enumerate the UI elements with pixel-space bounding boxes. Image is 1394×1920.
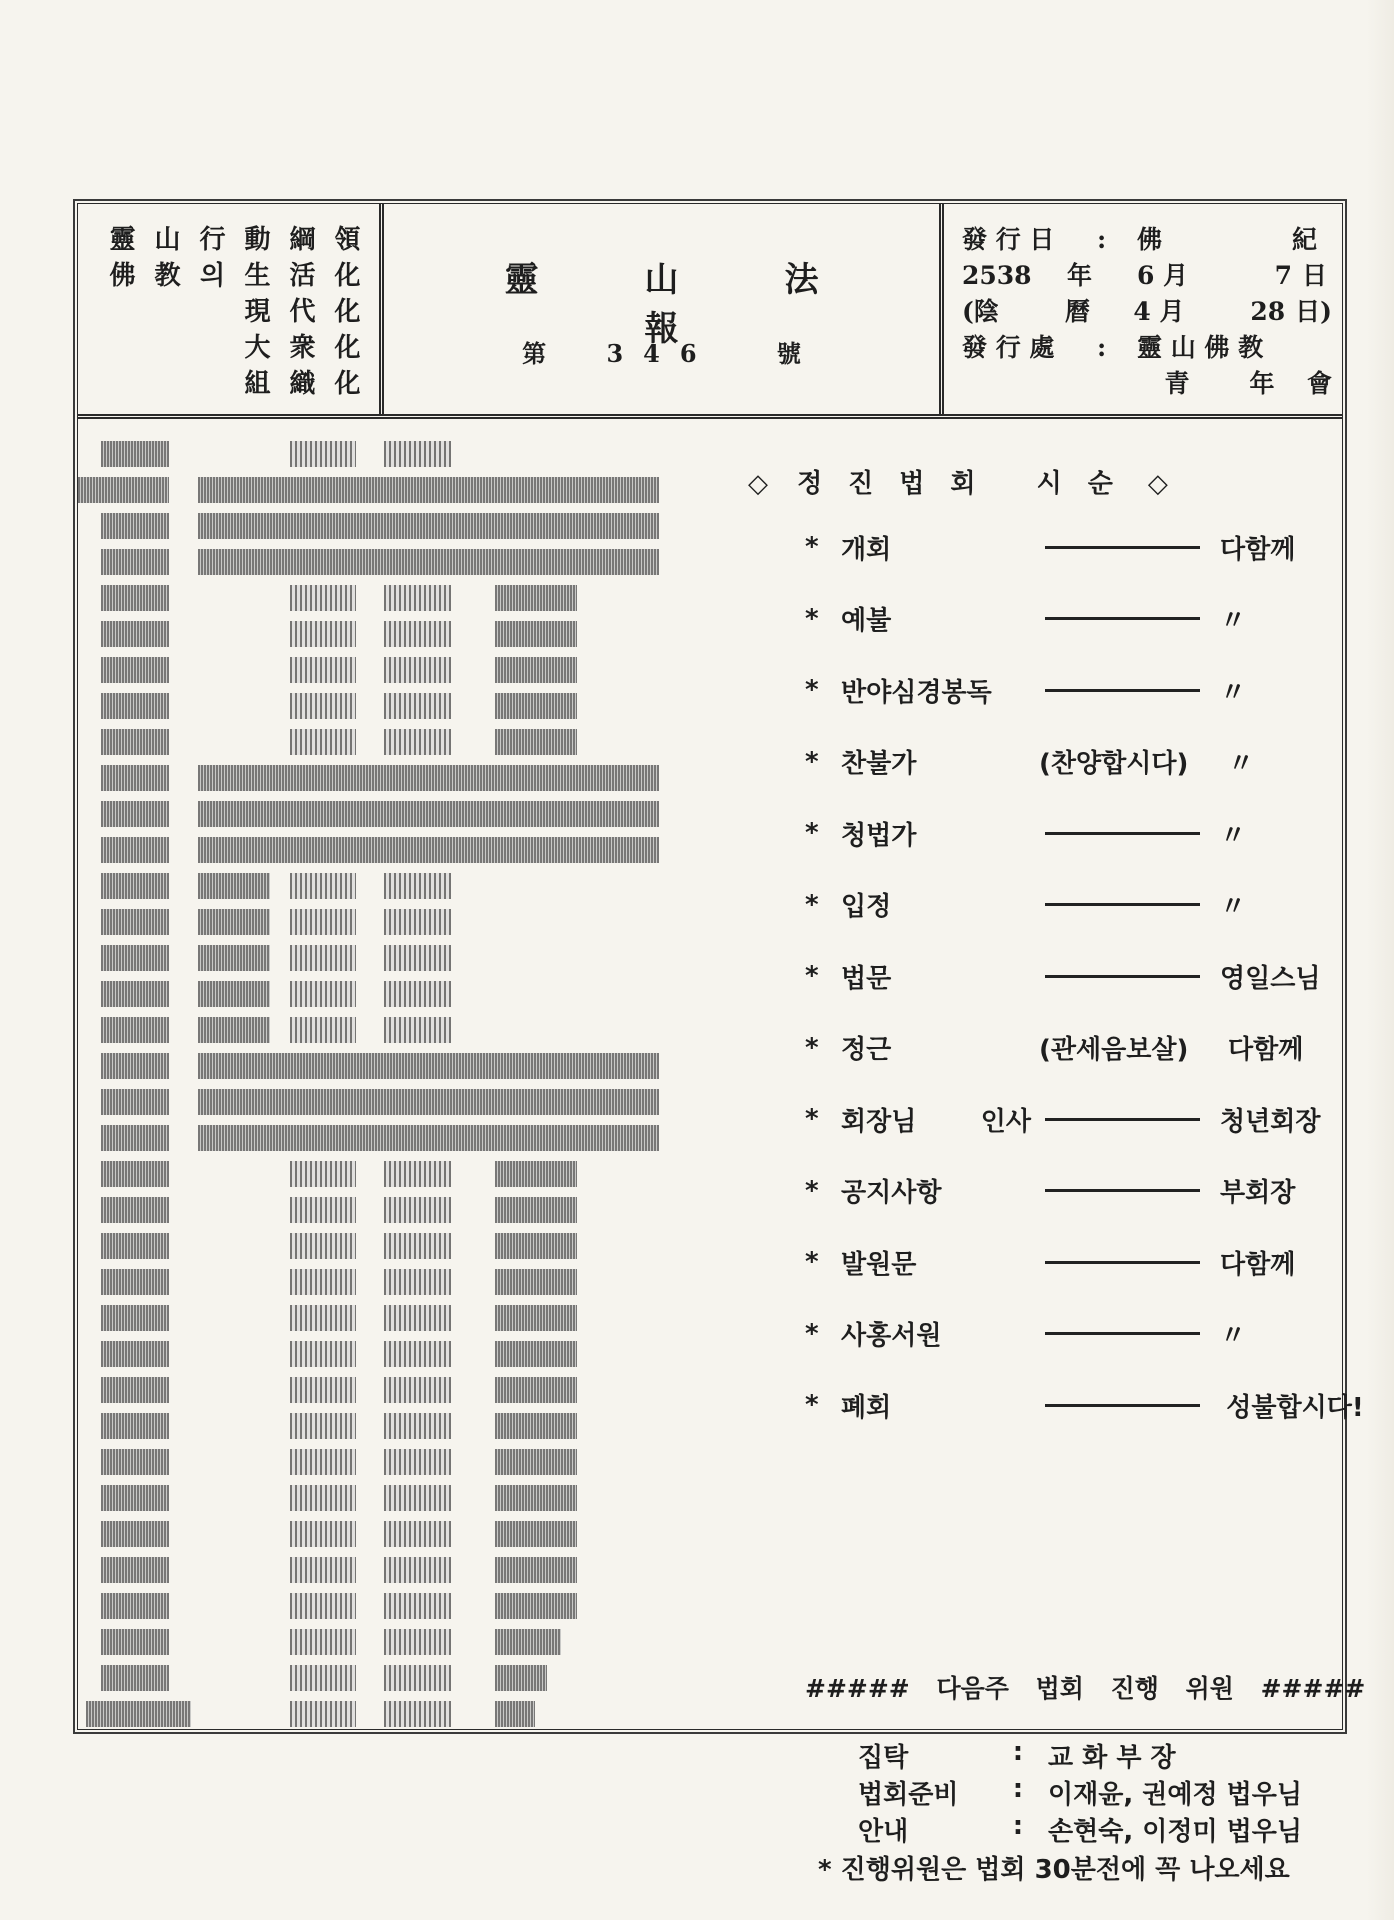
next-week-title: ##### 다음주 법회 진행 위원 ##### [805,1674,1366,1703]
halftone-bar [290,873,356,899]
halftone-bar [495,1305,577,1331]
motto-char: 行 [199,225,226,255]
title-char: 山 [644,260,679,300]
halftone-bar [290,1593,356,1619]
motto-box [78,204,384,414]
halftone-bar [384,1629,451,1655]
halftone-bar [495,1665,547,1691]
halftone-bar [101,1413,169,1439]
duty-row [858,1737,1176,1774]
halftone-bar [495,1701,535,1727]
halftone-bar [384,1413,451,1439]
program-item [805,670,1394,710]
motto-char: 衆 [289,333,316,363]
halftone-bar [384,873,451,899]
halftone-bar [290,585,356,611]
halftone-bar [101,1089,169,1115]
halftone-bar [290,1413,356,1439]
notice-text: * 진행위원은 법회 30분전에 꼭 나오세요 [818,1855,1290,1885]
diamond-icon: ◇ [1147,469,1168,499]
asterisk-icon: * [805,1318,819,1349]
halftone-bar [384,1017,451,1043]
halftone-bar [495,729,577,755]
halftone-bar [290,981,356,1007]
motto-char [145,294,190,330]
item-label: 발원문 [841,1249,917,1280]
motto-char: 動 [244,225,271,255]
program-item [805,1385,1394,1425]
colon: : [1097,333,1107,362]
publisher-row [962,330,1332,366]
item-leader: 〃 [1220,820,1247,851]
item-note: (관세음보살) [1039,1035,1189,1065]
halftone-bar [101,729,169,755]
halftone-bar [101,1377,169,1403]
halftone-bar [198,513,659,539]
asterisk-icon: * [805,1390,819,1420]
motto-char: 大 [244,333,271,363]
lunar-day: 28 [1250,297,1286,326]
halftone-bar [384,1521,451,1547]
item-leader: 부회장 [1220,1178,1296,1208]
halftone-bar [290,1449,356,1475]
halftone-bar [495,1377,577,1403]
halftone-bar [384,585,451,611]
halftone-bar [495,1521,577,1547]
halftone-bar [101,585,169,611]
halftone-bar [495,1485,577,1511]
halftone-bar [495,1413,577,1439]
leader-line [1045,975,1200,978]
halftone-bar [101,1269,169,1295]
asterisk-icon: * [805,532,819,562]
halftone-bar [384,1557,451,1583]
item-label: 예불 [841,606,892,636]
halftone-bar [101,837,169,863]
halftone-bar [495,1341,577,1367]
halftone-bar [290,729,356,755]
halftone-bar [101,1197,169,1223]
halftone-bar [384,729,451,755]
halftone-bar [198,801,659,827]
halftone-bar [384,1161,451,1187]
asterisk-icon: * [805,1175,819,1206]
halftone-bar [384,1341,451,1367]
item-leader: 다함께 [1220,534,1296,565]
halftone-bar [101,1521,169,1547]
issue-prefix: 第 [522,339,547,368]
halftone-bar [290,1197,356,1223]
item-leader: 〃 [1220,677,1247,708]
halftone-bar [101,909,169,935]
halftone-bar [384,1233,451,1259]
program-item [805,813,1394,853]
halftone-bar [198,1125,659,1151]
halftone-bar [198,837,659,863]
halftone-bar [290,1521,356,1547]
publisher-name: 會 [1307,369,1333,398]
item-label: 찬불가 [841,749,917,779]
halftone-bar [198,1017,270,1043]
motto-char [100,294,145,330]
halftone-bar [384,1701,451,1727]
halftone-bar [101,801,169,827]
publication-info [962,222,1332,402]
publication-info-box [944,204,1342,414]
diamond-icon: ◇ [748,469,768,499]
motto-char: 佛 [109,261,136,291]
halftone-bar [101,1233,169,1259]
bulletin-body [78,419,1366,1885]
item-leader: 〃 [1228,749,1255,779]
publisher-label: 發 行 處 [962,333,1055,362]
halftone-bar [101,441,169,467]
program-item [805,1242,1394,1282]
motto-char: 靈 [109,225,136,255]
spacer [962,366,1137,402]
halftone-bar [495,1269,577,1295]
duty-role: 법회준비 [858,1780,959,1810]
asterisk-icon: * [805,1104,819,1134]
halftone-bar [101,1305,169,1331]
motto-char: 教 [154,261,181,291]
halftone-bar [101,549,169,575]
halftone-bar [495,1557,577,1583]
leader-line [1045,903,1200,906]
year-value: 2538 [962,261,1032,290]
halftone-bar [384,981,451,1007]
halftone-bar [101,1593,169,1619]
leader-line [1045,689,1200,692]
item-leader: 다함께 [1220,1249,1296,1280]
title-char: 法 [784,260,819,300]
item-label: 회장님 인사 [841,1106,1031,1137]
asterisk-icon: * [805,603,819,634]
halftone-bar [290,1161,356,1187]
asterisk-icon: * [805,746,819,777]
motto-char [100,366,145,402]
halftone-bar [198,873,270,899]
halftone-bar [86,1701,191,1727]
motto-char: 化 [334,333,361,363]
item-label: 사홍서원 [841,1321,942,1351]
motto-row [100,366,370,402]
motto-char: 現 [244,297,271,327]
halftone-bar [495,1233,577,1259]
item-note: (찬양합시다) [1039,749,1189,779]
leader-line [1045,1332,1200,1335]
asterisk-icon: * [805,818,819,848]
asterisk-icon: * [805,1247,819,1277]
halftone-bar [384,1377,451,1403]
halftone-bar [384,621,451,647]
halftone-bar [290,909,356,935]
halftone-bar [495,657,577,683]
program-title [748,463,1168,500]
item-leader: 〃 [1220,1321,1247,1351]
title-box [384,204,944,414]
halftone-bar [384,1269,451,1295]
publisher-row-2 [962,366,1332,402]
title-char: 靈 [504,260,539,300]
item-leader: 〃 [1220,892,1247,922]
halftone-bar [290,441,356,467]
halftone-bar [495,1197,577,1223]
motto-char: 山 [154,225,181,255]
halftone-bar [290,945,356,971]
halftone-bar [384,657,451,683]
leader-line [1045,1189,1200,1192]
action-motto [100,222,370,402]
motto-char [145,330,190,366]
colon: : [1012,1811,1024,1841]
halftone-bar [290,1485,356,1511]
duty-names: 손현숙, 이정미 법우님 [1048,1817,1303,1847]
pub-date-label-row [962,222,1332,258]
motto-char: 代 [289,297,316,327]
halftone-bar [101,693,169,719]
halftone-bar [101,1161,169,1187]
pub-date-row [962,258,1332,294]
halftone-bar [495,693,577,719]
halftone-bar [384,909,451,935]
program-title-text: 정진법회 시순 [797,469,1139,499]
year-unit: 年 [1067,261,1093,290]
leader-line [1045,832,1200,835]
motto-row [100,258,370,294]
item-label: 정근 [841,1035,892,1065]
item-leader: 청년회장 [1220,1106,1321,1137]
program-item [805,885,1394,925]
program-item [805,527,1394,567]
duty-row [858,1811,1302,1848]
era-label: 紀 [1292,225,1318,254]
asterisk-icon: * [805,675,819,705]
item-label: 개회 [841,534,892,565]
item-label: 입정 [841,892,892,922]
halftone-bar [198,1089,659,1115]
motto-char [145,366,190,402]
halftone-bar [101,657,169,683]
halftone-bar [101,513,169,539]
duty-row [858,1774,1302,1811]
asterisk-icon: * [805,1032,819,1063]
asterisk-icon: * [805,961,819,991]
lunar-date-row [962,294,1332,330]
halftone-bar [290,621,356,647]
lunar-month: 4 月 [1133,297,1185,326]
halftone-bar [495,1629,561,1655]
motto-char [190,294,235,330]
program-item [805,1099,1394,1139]
bulletin-frame [74,200,1366,1885]
halftone-bar [290,1377,356,1403]
halftone-bar [290,1269,356,1295]
program-item [805,1171,1394,1211]
halftone-bar [101,1557,169,1583]
item-label: 법문 [841,963,892,994]
pub-date-label: 發 行 日 [962,225,1055,254]
motto-char: 領 [334,225,361,255]
motto-char [100,330,145,366]
colon: : [1012,1774,1024,1804]
halftone-bar [198,1053,659,1079]
day-value: 7 [1274,261,1292,290]
motto-char: 織 [289,369,316,399]
motto-char [190,366,235,402]
leader-line [1045,617,1200,620]
halftone-swastika-pattern [78,419,598,1729]
item-label: 청법가 [841,820,917,851]
halftone-bar [101,1017,169,1043]
halftone-bar [495,1593,577,1619]
motto-char: 化 [334,297,361,327]
item-label: 반야심경봉독 [841,677,992,708]
halftone-bar [290,1233,356,1259]
halftone-bar [384,945,451,971]
duty-role: 안내 [858,1817,909,1847]
motto-char: 化 [334,369,361,399]
program-item [805,1314,1394,1354]
halftone-bar [78,477,169,503]
era-label: 佛 [1137,225,1163,254]
halftone-bar [198,765,659,791]
halftone-bar [495,1449,577,1475]
motto-char [190,330,235,366]
halftone-bar [495,621,577,647]
program-item [805,1028,1394,1068]
month-value: 6 月 [1137,261,1189,290]
item-leader: 성불합시다! [1226,1392,1364,1423]
issue-value: 346 [606,339,717,368]
halftone-bar [101,765,169,791]
halftone-bar [101,1341,169,1367]
halftone-bar [101,1053,169,1079]
halftone-bar [101,1629,169,1655]
program-item [805,742,1394,782]
halftone-bar [101,1485,169,1511]
title-char: 報 [644,309,679,349]
halftone-bar [101,1665,169,1691]
halftone-bar [101,1449,169,1475]
motto-row [100,294,370,330]
masthead [78,204,1342,419]
halftone-bar [101,873,169,899]
item-label: 폐회 [841,1392,892,1423]
item-leader: 다함께 [1228,1035,1304,1065]
publisher-name: 靈 山 佛 教 [1137,333,1264,362]
issue-number [384,334,939,369]
item-label: 공지사항 [841,1178,942,1208]
leader-line [1045,1404,1200,1407]
halftone-bar [198,945,270,971]
colon: : [1097,225,1107,254]
halftone-bar [101,945,169,971]
halftone-bar [198,981,270,1007]
halftone-bar [384,441,451,467]
halftone-bar [290,1017,356,1043]
motto-char: 綱 [289,225,316,255]
asterisk-icon: * [805,889,819,920]
halftone-bar [495,1161,577,1187]
issue-suffix: 號 [776,339,801,368]
lunar-label: 曆 [1064,297,1090,326]
halftone-bar [290,1701,356,1727]
motto-char: 組 [244,369,271,399]
program-item [805,956,1394,996]
halftone-bar [290,1665,356,1691]
halftone-bar [384,1485,451,1511]
halftone-bar [495,585,577,611]
lunar-day-unit: 日) [1295,297,1332,326]
publisher-name: 年 [1249,369,1275,398]
publisher-name: 青 [1164,369,1190,398]
halftone-bar [384,1305,451,1331]
halftone-bar [384,1665,451,1691]
colon: : [1012,1737,1024,1767]
item-leader: 영일스님 [1220,963,1321,994]
day-unit: 日 [1302,261,1328,290]
motto-char: 化 [334,261,361,291]
motto-char: 生 [244,261,271,291]
halftone-bar [101,981,169,1007]
halftone-bar [290,1557,356,1583]
halftone-bar [384,1449,451,1475]
duty-names: 이재윤, 권예정 법우님 [1048,1780,1303,1810]
lunar-label: (陰 [962,297,999,326]
motto-row [100,330,370,366]
halftone-bar [384,693,451,719]
halftone-bar [198,477,659,503]
duty-names: 교 화 부 장 [1048,1743,1176,1773]
motto-row [100,222,370,258]
motto-char: 의 [199,261,226,291]
leader-line [1045,546,1200,549]
halftone-bar [290,1629,356,1655]
halftone-bar [290,693,356,719]
halftone-bar [384,1593,451,1619]
halftone-bar [198,549,659,575]
halftone-bar [290,1305,356,1331]
halftone-bar [290,1341,356,1367]
halftone-bar [101,621,169,647]
program-item [805,599,1394,639]
halftone-bar [198,909,270,935]
duty-role: 집탁 [858,1743,909,1773]
leader-line [1045,1118,1200,1121]
halftone-bar [290,657,356,683]
item-leader: 〃 [1220,606,1247,636]
halftone-bar [101,1125,169,1151]
halftone-bar [384,1197,451,1223]
leader-line [1045,1261,1200,1264]
motto-char: 活 [289,261,316,291]
